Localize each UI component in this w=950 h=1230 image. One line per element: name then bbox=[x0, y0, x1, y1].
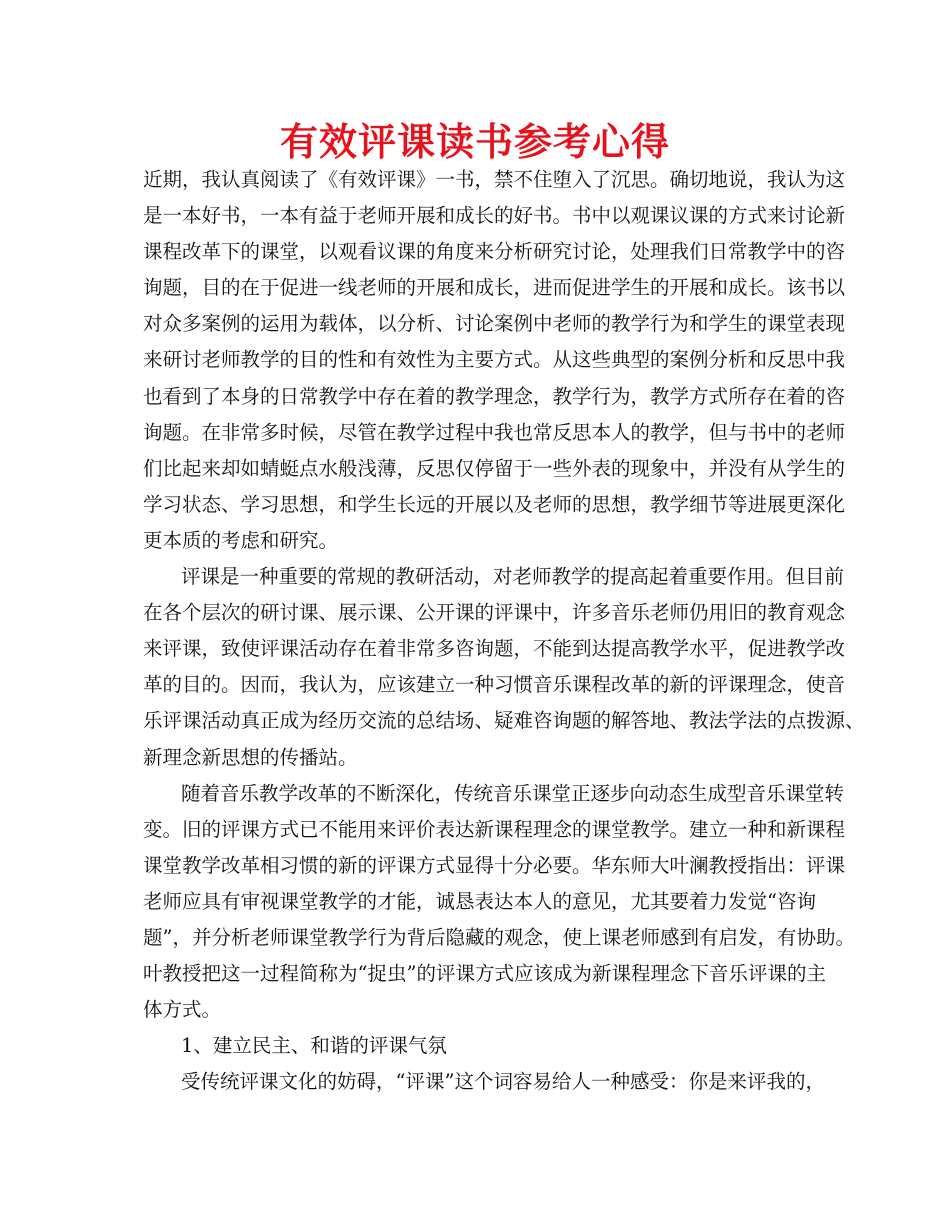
section-heading: 1、建立民主、和谐的评课气氛 bbox=[181, 1034, 447, 1058]
text-line: 对众多案例的运用为载体，以分析、讨论案例中老师的教学行为和学生的课堂表现 bbox=[143, 312, 846, 336]
text-line: 们比起来却如蜻蜓点水般浅薄，反思仅停留于一些外表的现象中，并没有从学生的 bbox=[143, 456, 846, 480]
text-line: 是一本好书，一本有益于老师开展和成长的好书。书中以观课议课的方式来讨论新 bbox=[143, 204, 846, 228]
text-line: 更本质的考虑和研究。 bbox=[143, 528, 339, 552]
text-line: 课堂教学改革相习惯的新的评课方式显得十分必要。华东师大叶澜教授指出：评课 bbox=[143, 853, 846, 877]
text-line: 随着音乐教学改革的不断深化，传统音乐课堂正逐步向动态生成型音乐课堂转 bbox=[181, 781, 845, 805]
text-line: 来评课，致使评课活动存在着非常多咨询题，不能到达提高教学水平，促进教学改 bbox=[143, 637, 846, 661]
text-line: 询题，目的在于促进一线老师的开展和成长，进而促进学生的开展和成长。该书以 bbox=[143, 276, 846, 300]
text-line: 叶教授把这一过程简称为“捉虫”的评课方式应该成为新课程理念下音乐评课的主 bbox=[143, 962, 826, 986]
text-line: 课程改革下的课堂，以观看议课的角度来分析研究讨论，处理我们日常教学中的咨 bbox=[143, 240, 846, 264]
text-line: 革的目的。因而，我认为，应该建立一种习惯音乐课程改革的新的评课理念，使音 bbox=[143, 673, 846, 697]
text-line: 乐评课活动真正成为经历交流的总结场、疑难咨询题的解答地、教法学法的点拨源、 bbox=[143, 709, 865, 733]
text-line: 在各个层次的研讨课、展示课、公开课的评课中，许多音乐老师仍用旧的教育观念 bbox=[143, 601, 846, 625]
text-line: 也看到了本身的日常教学中存在着的教学理念，教学行为，教学方式所存在着的咨 bbox=[143, 384, 846, 408]
text-line: 近期，我认真阅读了《有效评课》一书，禁不住堕入了沉思。确切地说，我认为这 bbox=[143, 168, 846, 191]
text-line: 受传统评课文化的妨碍，“评课”这个词容易给人一种感受：你是来评我的， bbox=[181, 1070, 825, 1094]
text-line: 老师应具有审视课堂教学的才能，诚恳表达本人的意见，尤其要着力发觉“咨询 bbox=[143, 889, 816, 913]
page-title: 有效评课读书参考心得 bbox=[279, 120, 670, 164]
text-line: 来研讨老师教学的目的性和有效性为主要方式。从这些典型的案例分析和反思中我 bbox=[143, 348, 846, 372]
text-line: 询题。在非常多时候，尽管在教学过程中我也常反思本人的教学，但与书中的老师 bbox=[143, 420, 846, 444]
text-line: 学习状态、学习思想，和学生长远的开展以及老师的思想，教学细节等进展更深化 bbox=[143, 492, 846, 516]
text-line: 新理念新思想的传播站。 bbox=[143, 745, 358, 769]
text-line: 题”，并分析老师课堂教学行为背后隐藏的观念，使上课老师感到有启发，有协助。 bbox=[143, 925, 855, 949]
text-line: 评课是一种重要的常规的教研活动，对老师教学的提高起着重要作用。但目前 bbox=[181, 565, 845, 589]
text-line: 体方式。 bbox=[143, 998, 222, 1022]
text-line: 变。旧的评课方式已不能用来评价表达新课程理念的课堂教学。建立一种和新课程 bbox=[143, 817, 846, 841]
document-body bbox=[143, 162, 865, 1100]
